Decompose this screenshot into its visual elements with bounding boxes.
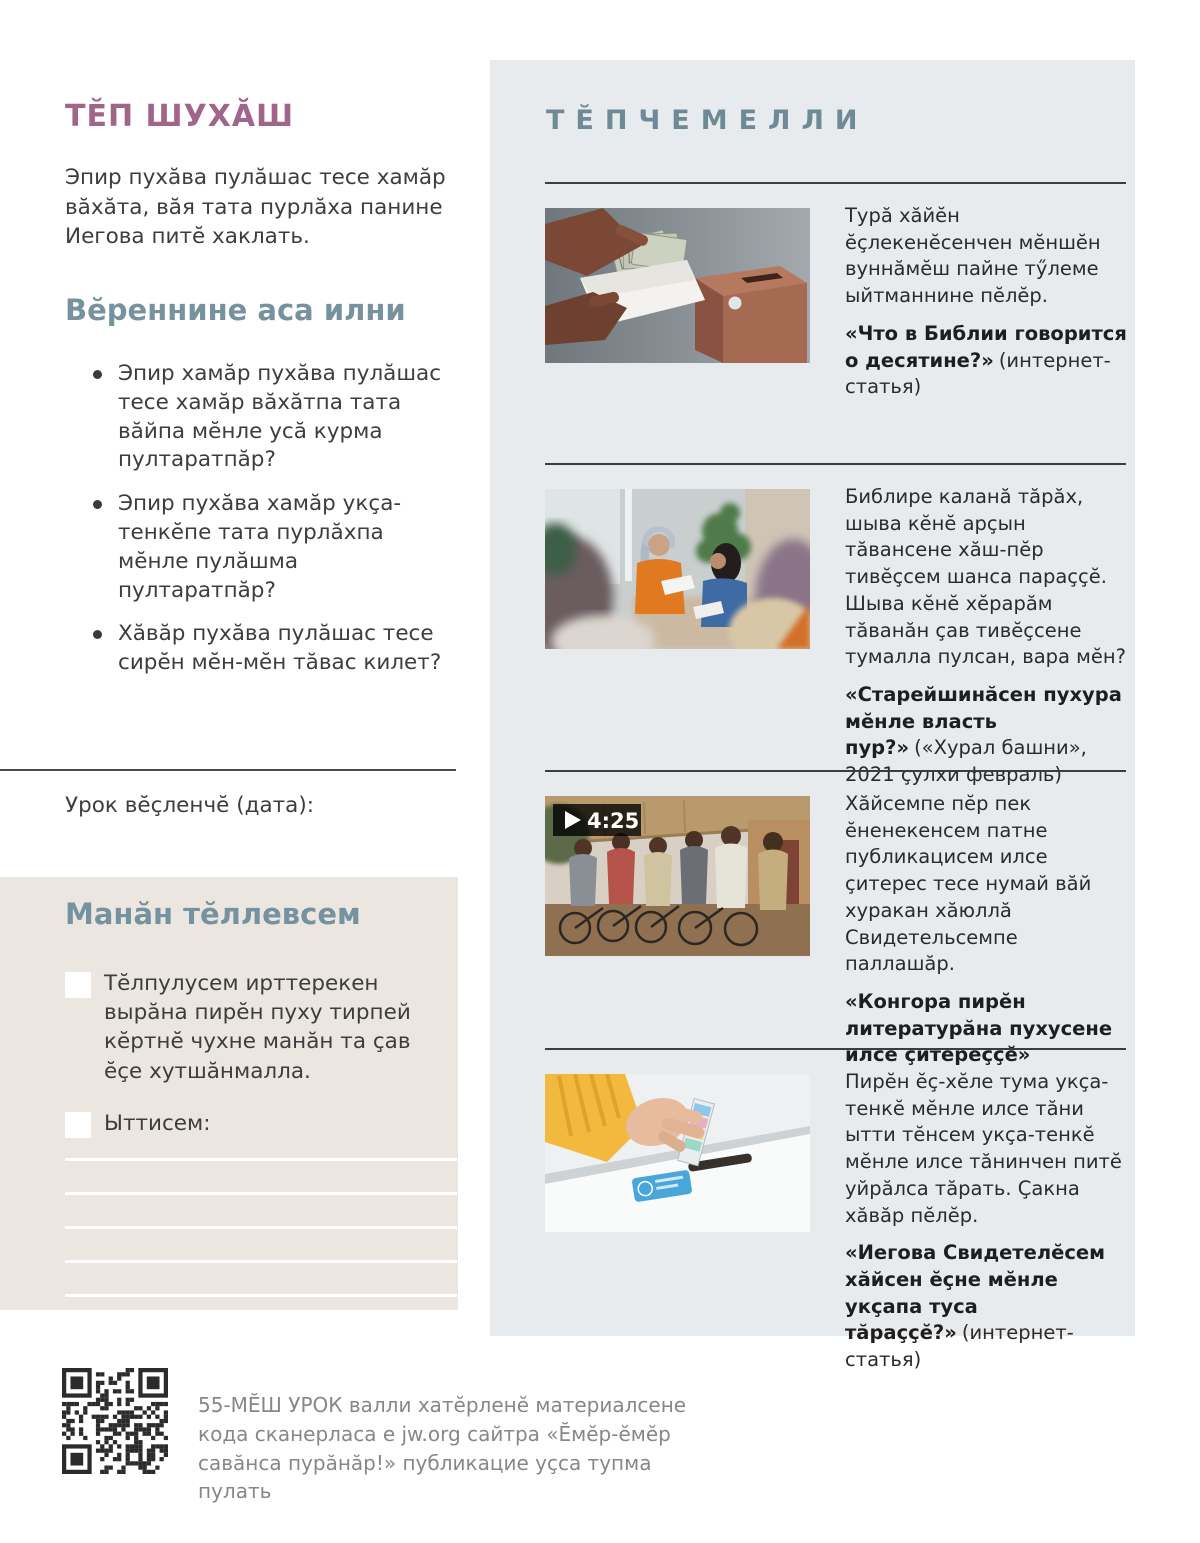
goal-checkbox-1[interactable] <box>65 972 91 998</box>
review-question: Эпир пухăва хамăр укçа-тенкĕпе тата пурлăхпа мĕнле пулăшма пултаратпăр? <box>90 490 452 605</box>
write-line <box>65 1158 457 1161</box>
goal-checkbox-2[interactable] <box>65 1112 91 1138</box>
goals-heading: Манăн тĕллевсем <box>65 897 361 931</box>
item-reference: «Конгора пирĕн литературăна пухусене илсе çитереççĕ» <box>845 989 1113 1067</box>
donation-envelope-illustration <box>545 208 810 363</box>
item-divider <box>545 463 1126 465</box>
item-reference: «Иегова Свидетелĕсем хăйсен ĕçне мĕнле укçапа туса тăраççĕ?» (интернет-статья) <box>845 1241 1106 1372</box>
write-line <box>65 1226 457 1229</box>
donation-card-photo <box>545 1074 810 1232</box>
goal-text: Тĕлпулусем ирттерекен вырăна пирĕн пуху тирпей кĕртнĕ чухне манăн та çав ĕçе хутшăнмалла. <box>104 971 411 1084</box>
video-badge <box>553 804 641 836</box>
lesson-completed-date-label: Урок вĕçленчĕ (дата): <box>65 793 314 818</box>
item-reference: «Старейшинăсен пухура мĕнле власть пур?» («Хурал башни», 2021 çулхи февраль) <box>845 682 1122 787</box>
item-divider <box>545 182 1126 184</box>
qr-caption: 55-МĔШ УРОК валли хатĕрленĕ материалсене кода сканерласа е jw.org сайтра «Ĕмĕр-ĕмĕр савăнса пурăнăр!» публикацие уçса тупма пулать <box>198 1393 687 1504</box>
qr-code <box>62 1368 168 1474</box>
item-divider <box>545 1048 1126 1050</box>
research-item-text <box>845 791 1133 1069</box>
review-question: Хăвăр пухăва пулăшас тесе сирĕн мĕн-мĕн тăвас килет? <box>90 620 452 678</box>
item-reference: «Что в Библии говорится о десятине?» (интернет-статья) <box>845 321 1127 399</box>
item-description: Турă хăйĕн ĕçлекенĕсенчен мĕншĕн вуннăмĕш пайне тӳлеме ыйтманнине пĕлĕр. <box>845 204 1101 308</box>
review-heading: Вĕреннине аса илни <box>65 293 406 327</box>
bible-study-group-photo <box>545 489 810 649</box>
goal-item <box>65 1109 439 1138</box>
write-line <box>65 1260 457 1263</box>
write-line <box>65 1192 457 1195</box>
main-point-heading: ТĔП ШУХĂШ <box>65 99 295 134</box>
research-panel <box>490 60 1135 1372</box>
item-divider <box>545 770 1126 772</box>
review-question-list <box>90 360 452 693</box>
research-item-text <box>845 484 1133 789</box>
item-description: Пирĕн ĕç-хĕле тума укçа-тенкĕ мĕнле илсе тăни ытти тĕнсем укçа-тенкĕ мĕнле илсе тăнинчен питĕ уйрăлса тăрать. Çакна хăвăр пĕлĕр. <box>845 1070 1122 1227</box>
item-description: Библире каланă тăрăх, шыва кĕнĕ арçын тăвансене хăш-пĕр тивĕçсем шанса параççĕ. Шыва кĕнĕ хĕрарăм тăванăн çав тивĕçсене тумалла пулсан, вара мĕн? <box>845 485 1126 669</box>
my-goals-box <box>0 877 458 1310</box>
section-divider <box>0 769 456 771</box>
item-description: Хăйсемпе пĕр пек ĕненекенсем патне публикацисем илсе çитерес тесе нумай вăй хуракан хăюллă Свидетельсемпе паллашăр. <box>845 792 1092 976</box>
research-item-text <box>845 203 1133 401</box>
literature-video-thumbnail[interactable] <box>545 796 810 956</box>
research-item-text <box>845 1069 1133 1374</box>
main-point-text: Эпир пухăва пулăшас тесе хамăр вăхăта, вăя тата пурлăха панине Иегова питĕ хаклать. <box>65 165 446 250</box>
video-duration: 4:25 <box>587 809 640 833</box>
review-question: Эпир хамăр пухăва пулăшас тесе хамăр вăхăтпа тата вăйпа мĕнле усă курма пултаратпăр? <box>90 360 452 475</box>
goal-text: Ыттисем: <box>104 1111 211 1136</box>
write-line <box>65 1294 457 1297</box>
goal-item <box>65 969 439 1086</box>
research-heading: ТĔПЧЕМЕЛЛИ <box>546 105 869 136</box>
